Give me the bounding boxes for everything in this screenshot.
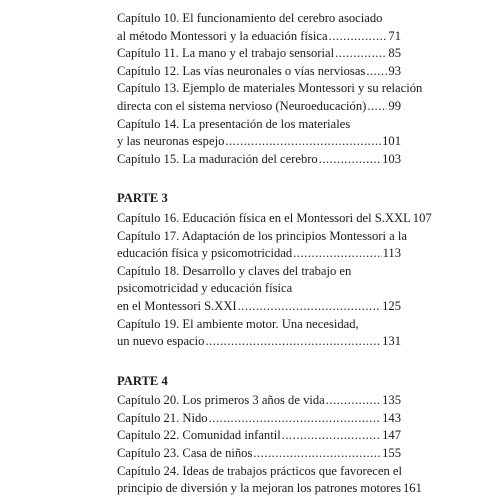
toc-entry-text: Capítulo 13. Ejemplo de materiales Montessori y su relación [117,81,423,96]
toc-entry [117,463,422,498]
toc-entry-line [117,480,422,498]
toc-entry-line [117,316,401,334]
toc-entry-line [117,133,401,151]
toc-entry-line [117,151,401,169]
toc-entry-line [117,28,401,46]
toc-entry-line [117,45,401,63]
dot-leader [209,410,382,428]
dot-leader [282,427,381,445]
toc-entry-text: Capítulo 19. El ambiente motor. Una necesidad, [117,316,359,331]
toc-page-number: 143 [382,410,401,425]
dot-leader [329,28,388,46]
toc-entry-line [117,280,401,298]
toc-entry [117,392,401,410]
toc-entry [117,445,401,463]
dot-leader [205,333,381,351]
toc-entry [117,427,401,445]
toc-page-number: 93 [388,63,401,78]
dot-leader [238,298,381,316]
toc-entry-line [117,10,401,28]
toc-entry-text: Capítulo 14. La presentación de los materiales [117,116,351,131]
toc-page-number: 135 [382,393,401,408]
toc-entry-line [117,263,401,281]
toc-section-part3 [117,210,432,351]
toc-entry-line [117,298,401,316]
part-3-heading: PARTE 3 [117,191,168,206]
dot-leader [367,98,387,116]
toc-page-number: 85 [388,46,401,61]
dot-leader [366,63,387,81]
toc-entry-text: Capítulo 20. Los primeros 3 años de vida [117,393,325,408]
toc-entry-text: Capítulo 21. Nido [117,410,208,425]
toc-entry-text: Capítulo 16. Educación física en el Montessori del S.XXL [117,210,411,225]
dot-leader [335,45,387,63]
toc-entry-text: Capítulo 23. Casa de niños [117,446,253,461]
toc-page-number: 71 [388,28,401,43]
toc-entry [117,316,401,351]
toc-section-part4 [117,392,422,498]
toc-entry-line [117,245,401,263]
toc-entry [117,63,401,81]
toc-entry-text: Capítulo 12. Las vías neuronales o vías nerviosas [117,63,366,78]
toc-page-number: 113 [382,246,401,261]
toc-entry-text: educación física y psicomotricidad [117,246,293,261]
table-of-contents [117,10,432,498]
toc-entry [117,228,407,263]
toc-page-number: 131 [382,334,401,349]
toc-entry-text: en el Montessori S.XXI [117,298,237,313]
toc-entry [117,210,432,228]
toc-page-number: 125 [382,298,401,313]
toc-entry-text: directa con el sistema nervioso (Neuroeducación) [117,98,367,113]
toc-entry-text: Capítulo 24. Ideas de trabajos prácticos que favorecen el [117,463,402,478]
toc-entry-line [117,410,401,428]
toc-entry [117,151,401,169]
toc-section-part2-continued [117,10,423,168]
dot-leader [326,392,381,410]
toc-entry [117,410,401,428]
toc-entry-text: un nuevo espacio [117,334,205,349]
toc-entry-text: Capítulo 18. Desarrollo y claves del trabajo en [117,263,352,278]
dot-leader [225,133,381,151]
toc-entry-line [117,463,401,481]
toc-entry-text: psicomotricidad y educación física [117,281,293,296]
toc-entry-line [117,63,401,81]
dot-leader [319,151,381,169]
toc-entry [117,116,401,151]
toc-entry-line [117,98,401,116]
toc-entry-line [117,210,432,228]
toc-entry-line [117,427,401,445]
dot-leader [293,245,381,263]
toc-entry-text: Capítulo 17. Adaptación de los principios Montessori a la [117,228,407,243]
toc-entry-line [117,392,401,410]
toc-entry-text: al método Montessori y la eduación física [117,28,328,43]
toc-entry-text: Capítulo 11. La mano y el trabajo sensorial [117,46,335,61]
toc-entry-text: principio de diversión y la mejoran los patrones motores [117,481,401,496]
toc-entry-line [117,116,401,134]
toc-entry-text: y las neuronas espejo [117,134,225,149]
toc-entry-line [117,228,407,246]
toc-page-number: 99 [388,98,401,113]
toc-entry-line [117,445,401,463]
toc-page-number: 103 [382,151,401,166]
toc-entry [117,263,401,316]
toc-entry-line [117,80,423,98]
toc-page-number: 161 [403,481,422,496]
toc-entry-line [117,333,401,351]
toc-entry-text: Capítulo 10. El funcionamiento del cerebro asociado [117,11,383,25]
toc-page-number: 155 [382,446,401,461]
toc-page-number: 101 [382,134,401,149]
toc-entry [117,45,401,63]
toc-entry [117,80,423,115]
toc-page-number: 147 [382,428,401,443]
toc-entry-text: Capítulo 15. La maduración del cerebro [117,151,318,166]
toc-page-number: 107 [412,210,432,225]
toc-entry [117,10,401,45]
toc-entry-text: Capítulo 22. Comunidad infantil [117,428,281,443]
part-4-heading: PARTE 4 [117,373,168,388]
dot-leader [253,445,381,463]
